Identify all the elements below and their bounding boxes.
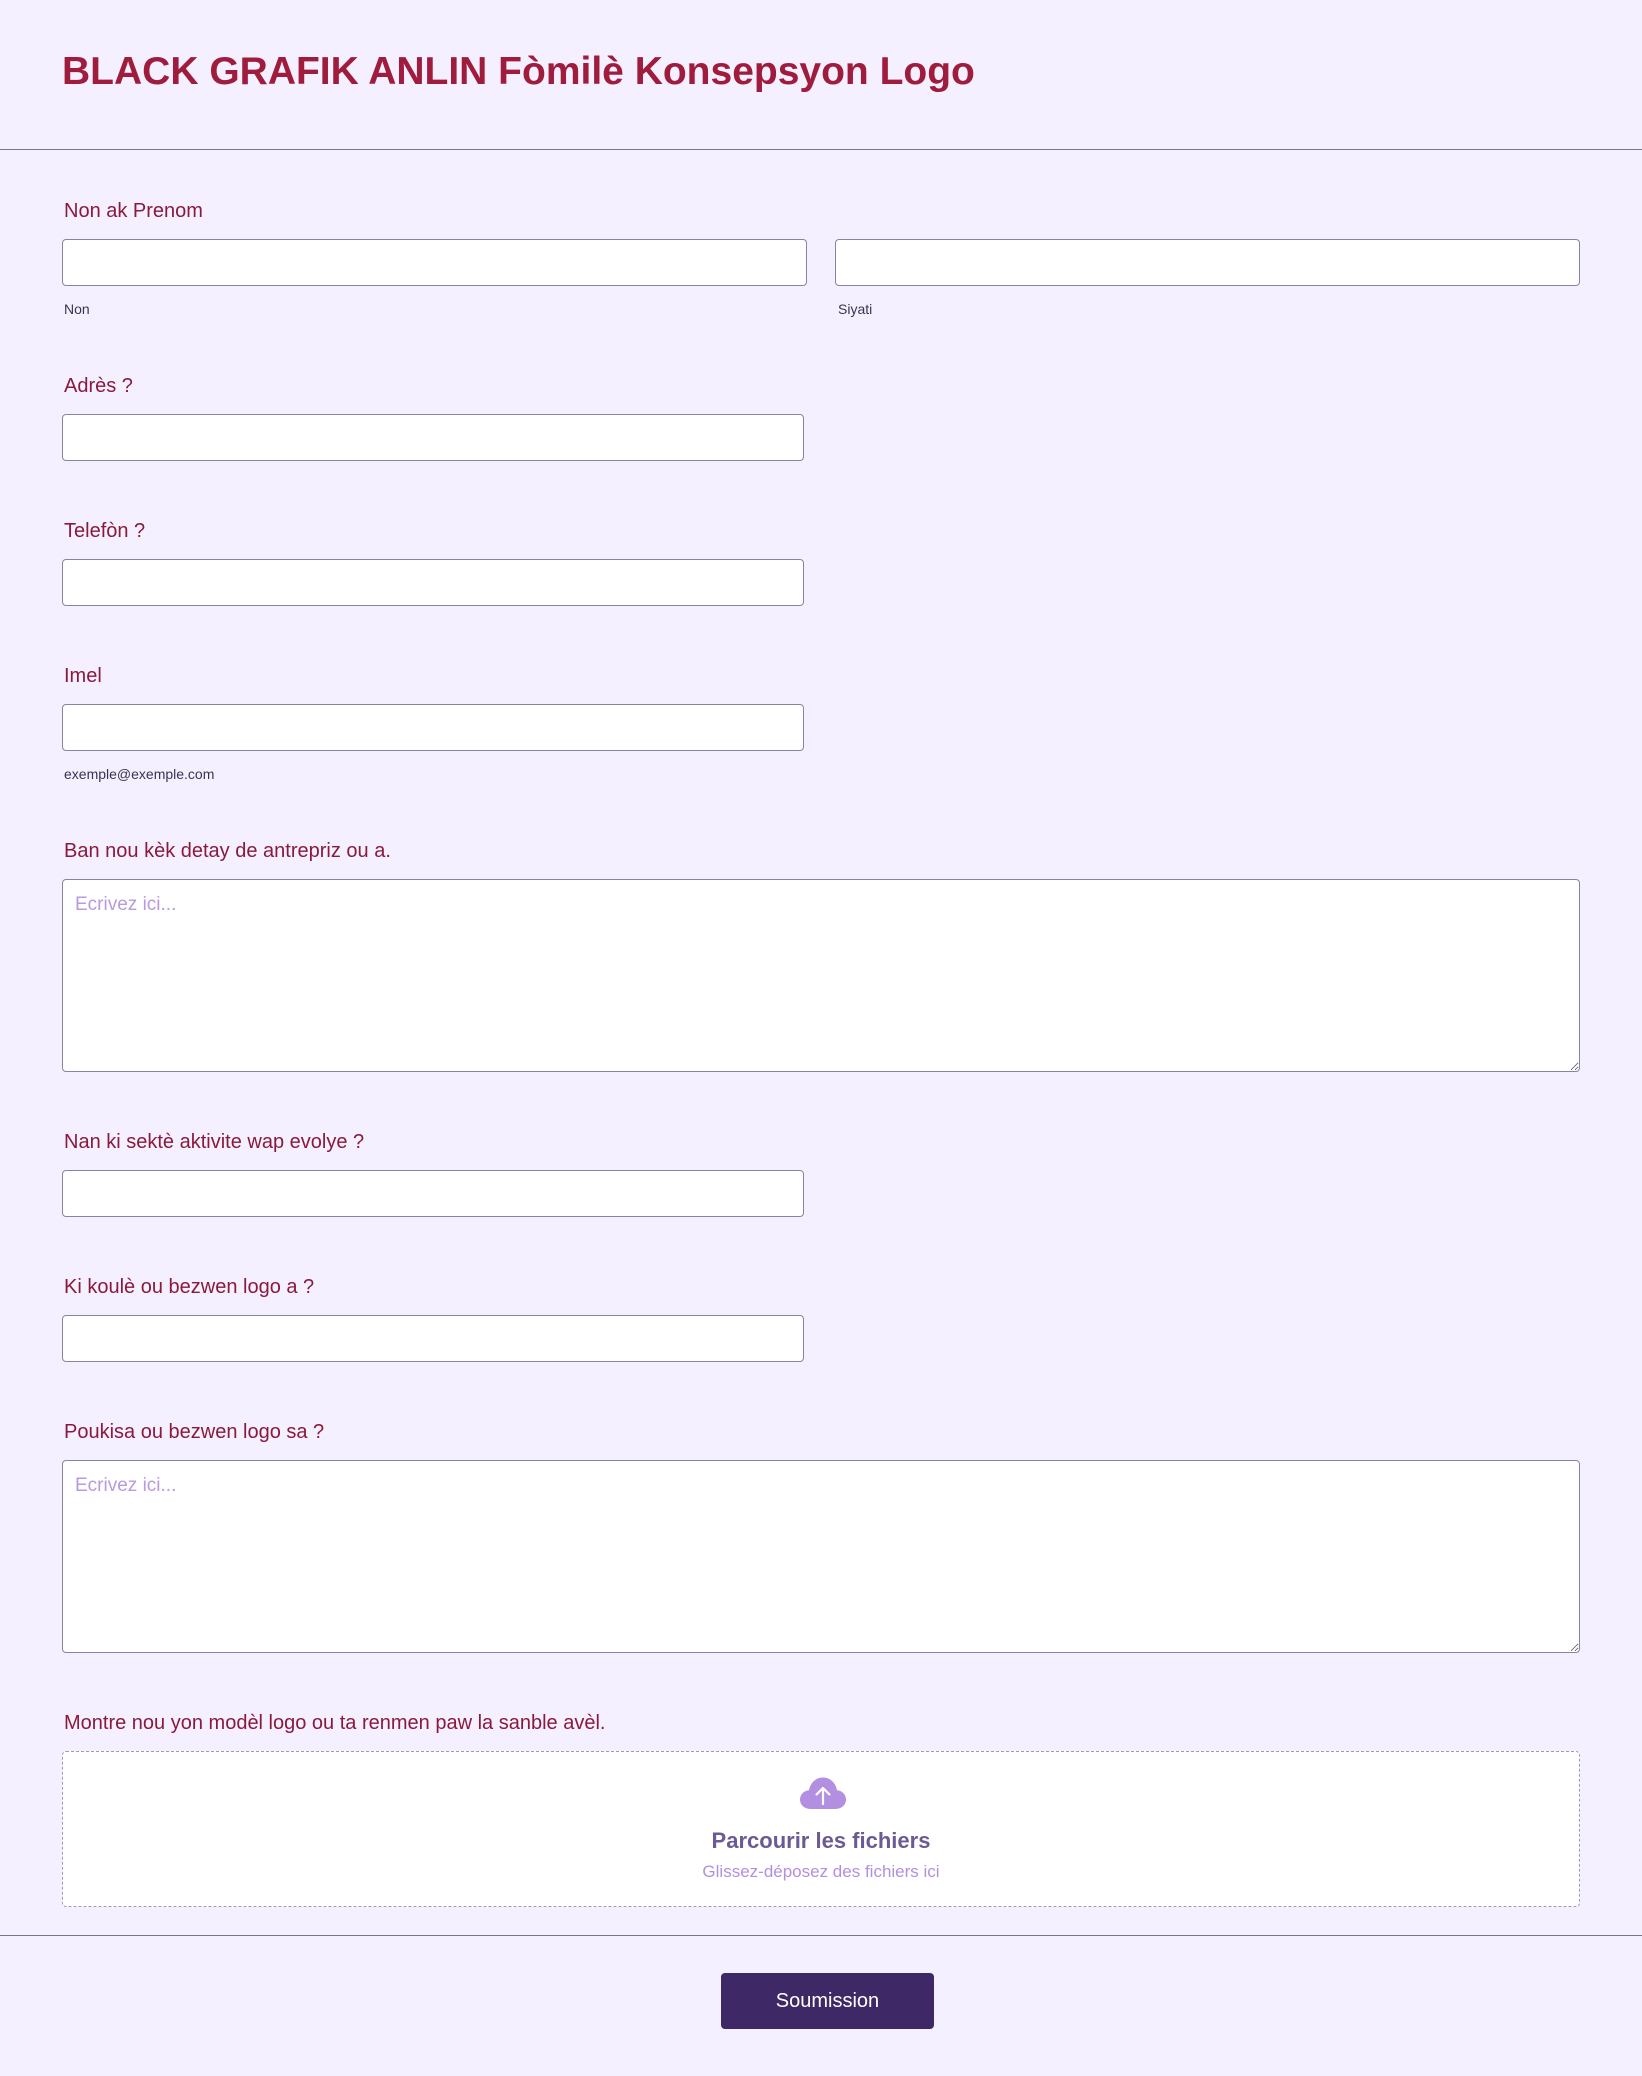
file-upload-dropzone[interactable]: [62, 1751, 1580, 1907]
name-label: Non ak Prenom: [64, 200, 203, 222]
why-logo-label: Poukisa ou bezwen logo sa ?: [64, 1421, 325, 1443]
email-input[interactable]: [62, 704, 804, 751]
browse-files-label: Parcourir les fichiers: [711, 1828, 931, 1853]
sector-label: Nan ki sektè aktivite wap evolye ?: [64, 1131, 365, 1153]
phone-input[interactable]: [62, 559, 804, 606]
email-label: Imel: [64, 665, 102, 687]
upload-label: Montre nou yon modèl logo ou ta renmen paw la sanble avèl.: [64, 1712, 606, 1734]
first-name-sublabel: Non: [64, 301, 90, 317]
why-logo-textarea[interactable]: [62, 1460, 1580, 1653]
email-sublabel: exemple@exemple.com: [64, 766, 215, 782]
cloud-upload-icon: [799, 1776, 847, 1810]
first-name-input[interactable]: [62, 239, 807, 286]
sector-input[interactable]: [62, 1170, 804, 1217]
colors-label: Ki koulè ou bezwen logo a ?: [64, 1276, 315, 1298]
submit-button[interactable]: Soumission: [721, 1973, 934, 2029]
company-details-textarea[interactable]: [62, 879, 1580, 1072]
form-title: BLACK GRAFIK ANLIN Fòmilè Konsepsyon Logo: [62, 50, 975, 93]
address-input[interactable]: [62, 414, 804, 461]
last-name-sublabel: Siyati: [838, 301, 873, 317]
last-name-input[interactable]: [835, 239, 1580, 286]
company-details-label: Ban nou kèk detay de antrepriz ou a.: [64, 840, 391, 862]
form-header: [0, 0, 1642, 150]
drag-drop-hint: Glissez-déposez des fichiers ici: [702, 1862, 940, 1881]
colors-input[interactable]: [62, 1315, 804, 1362]
address-label: Adrès ?: [64, 375, 133, 397]
phone-label: Telefòn ?: [64, 520, 146, 542]
footer-divider: [0, 1935, 1642, 1936]
